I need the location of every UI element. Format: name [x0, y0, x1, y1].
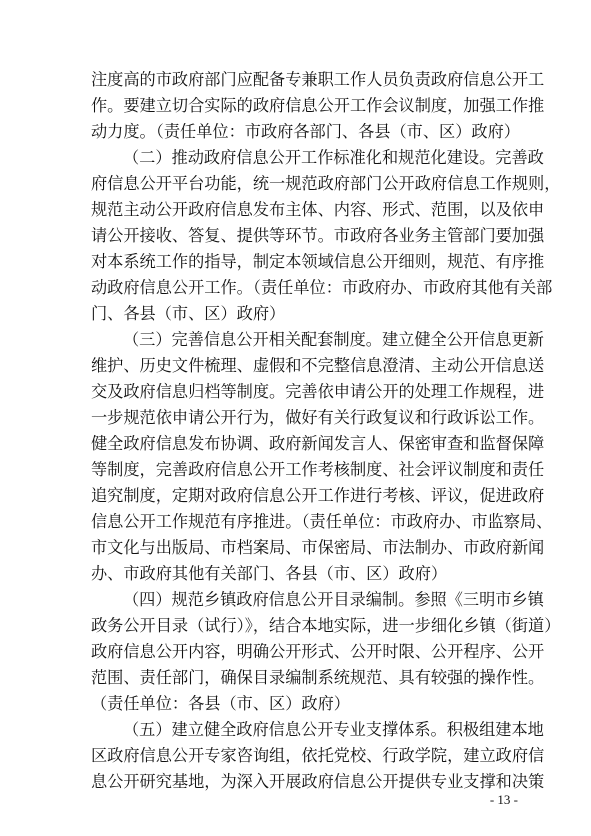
text-line: 一步规范依申请公开行为，做好有关行政复议和行政诉讼工作。 — [91, 408, 545, 427]
text-line: 政务公开目录（试行）》，结合本地实际，进一步细化乡镇（街道） — [91, 616, 561, 635]
text-line: 府信息公开平台功能，统一规范政府部门公开政府信息工作规则， — [91, 174, 561, 193]
text-line: （五）建立健全政府信息公开专业支撑体系。积极组建本地 — [123, 720, 544, 739]
text-line: 维护、历史文件梳理、虚假和不完整信息澄清、主动公开信息送 — [91, 356, 545, 375]
text-line: 信息公开工作规范有序推进。（责任单位：市政府办、市监察局、 — [91, 512, 553, 531]
text-line: （三）完善信息公开相关配套制度。建立健全公开信息更新 — [123, 330, 544, 349]
text-line: 注度高的市政府部门应配备专兼职工作人员负责政府信息公开工 — [91, 70, 545, 89]
text-line: 对本系统工作的指导，制定本领域信息公开细则，规范、有序推 — [91, 252, 545, 271]
text-line: 政府信息公开内容，明确公开形式、公开时限、公开程序、公开 — [91, 642, 545, 661]
text-line: 请公开接收、答复、提供等环节。市政府各业务主管部门要加强 — [91, 226, 545, 245]
text-line: 范围、责任部门，确保目录编制系统规范、具有较强的操作性。 — [91, 668, 545, 687]
text-line: 规范主动公开政府信息发布主体、内容、形式、范围，以及依申 — [91, 200, 545, 219]
text-line: 作。要建立切合实际的政府信息公开工作会议制度，加强工作推 — [91, 96, 545, 115]
text-line: （二）推动政府信息公开工作标准化和规范化建设。完善政 — [123, 148, 544, 167]
text-line: 息公开研究基地，为深入开展政府信息公开提供专业支撑和决策 — [91, 772, 545, 791]
text-line: （四）规范乡镇政府信息公开目录编制。参照《三明市乡镇 — [123, 590, 544, 609]
text-line: 动力度。（责任单位：市政府各部门、各县（市、区）政府） — [91, 122, 520, 141]
text-line: 健全政府信息发布协调、政府新闻发言人、保密审查和监督保障 — [91, 434, 545, 453]
text-line: 动政府信息公开工作。（责任单位：市政府办、市政府其他有关部 — [91, 278, 553, 297]
text-line: 区政府信息公开专家咨询组，依托党校、行政学院，建立政府信 — [91, 746, 545, 765]
text-line: 门、各县（市、区）政府） — [91, 304, 286, 323]
text-line: 交及政府信息归档等制度。完善依申请公开的处理工作规程，进 — [91, 382, 545, 401]
text-line: （责任单位：各县（市、区）政府） — [91, 694, 350, 713]
text-line: 市文化与出版局、市档案局、市保密局、市法制办、市政府新闻 — [91, 538, 545, 557]
text-line: 办、市政府其他有关部门、各县（市、区）政府） — [91, 564, 448, 583]
page-number: - 13 - — [489, 792, 518, 807]
text-line: 追究制度，定期对政府信息公开工作进行考核、评议，促进政府 — [91, 486, 545, 505]
text-line: 等制度，完善政府信息公开工作考核制度、社会评议制度和责任 — [91, 460, 545, 479]
